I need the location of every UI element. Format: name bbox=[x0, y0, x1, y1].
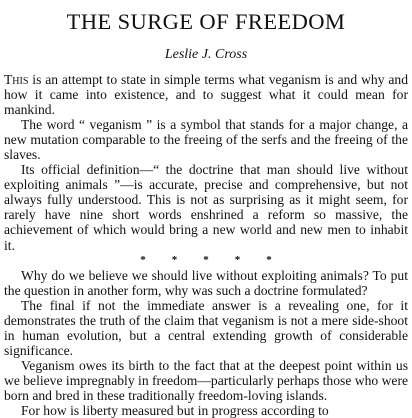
article-body bbox=[0, 63, 412, 418]
paragraph: Veganism owes its birth to the fact that at the deepest point within us we believe impregnably in freedom—particularly perhaps those who were born and bred in these traditionally freedom-loving islands. bbox=[4, 357, 408, 403]
opening-word: This bbox=[4, 72, 29, 87]
separator-asterisk: * bbox=[266, 253, 272, 266]
paragraph-text: is an attempt to state in simple terms what veganism is and why and how it came into existence, and to suggest what it could mean for mankind. bbox=[4, 72, 408, 118]
section-separator bbox=[4, 254, 408, 267]
separator-asterisk: * bbox=[140, 253, 146, 266]
paragraph: The final if not the immediate answer is a revealing one, for it demonstrates the truth of the claim that veganism is not a mere side-shoot in human evolution, but a central extending growth of considerable significance. bbox=[4, 297, 408, 358]
paragraph bbox=[4, 72, 408, 117]
article-author: Leslie J. Cross bbox=[164, 47, 248, 62]
paragraph: Its official definition—“ the doctrine that man should live without exploiting animals ”—is accurate, precise and comprehensive, but not always fully understood. This is not as surprising as it might seem, for rarely have nine short words enshrined a reform so massive, the achievement of which would bring a new world and new men to inhabit it. bbox=[4, 162, 408, 253]
separator-asterisk: * bbox=[203, 253, 209, 266]
paragraph: Why do we believe we should live without exploiting animals? To put the question in another form, why was such a doctrine formulated? bbox=[4, 267, 408, 298]
separator-asterisk: * bbox=[234, 253, 241, 266]
article-title: THE SURGE OF FREEDOM bbox=[66, 9, 346, 34]
separator-asterisk: * bbox=[171, 253, 178, 266]
paragraph: The word “ veganism ” is a symbol that stands for a major change, a new mutation comparable to the freeing of the serfs and the freeing of the slaves. bbox=[4, 117, 408, 163]
truncated-line: For how is liberty measured but in progress according to bbox=[21, 402, 329, 418]
